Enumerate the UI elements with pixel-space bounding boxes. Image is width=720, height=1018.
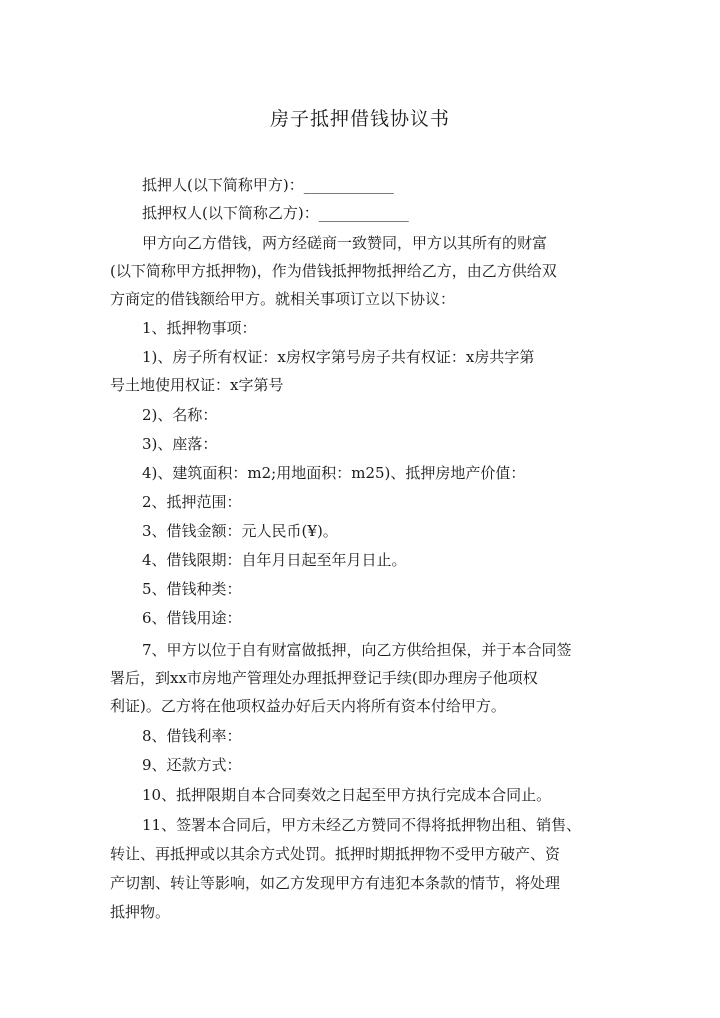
clause-1-item-1-line-1: 1)、房子所有权证：x房权字第号房子共有权证：x房共字第 [142,348,535,366]
preamble-line-1: 甲方向乙方借钱，两方经磋商一致赞同，甲方以其所有的财富 [142,234,548,252]
clause-1-item-1-line-2: 号土地使用权证：x字第号 [110,376,284,394]
clause-6: 6、借钱用途： [142,609,242,627]
clause-4: 4、借钱限期：自年月日起至年月日止。 [142,551,407,569]
mortgagor-line: 抵押人(以下简称甲方)：____________ [142,176,394,194]
clause-5: 5、借钱种类： [142,580,242,598]
clause-11-line-3: 产切割、转让等影响，如乙方发现甲方有违犯本条款的情节，将处理 [110,874,561,892]
clause-7-line-1: 7、甲方以位于自有财富做抵押，向乙方供给担保，并于本合同签 [142,641,572,659]
mortgagee-line: 抵押权人(以下简称乙方)：____________ [142,204,409,222]
clause-11-line-2: 转让、再抵押或以其余方式处罚。抵押时期抵押物不受甲方破产、资 [110,845,561,863]
clause-1-heading: 1、抵押物事项： [142,319,257,337]
preamble-line-3: 方商定的借钱额给甲方。就相关事项订立以下协议： [110,290,456,308]
clause-11-line-1: 11、签署本合同后，甲方未经乙方赞同不得将抵押物出租、销售、 [142,816,582,834]
clause-1-item-4: 4)、建筑面积：m2;用地面积：m25)、抵押房地产价值： [142,464,526,482]
clause-10: 10、抵押限期自本合同奏效之日起至甲方执行完成本合同止。 [142,786,552,804]
preamble-line-2: (以下简称甲方抵押物)，作为借钱抵押物抵押给乙方，由乙方供给双 [110,262,557,280]
clause-7-line-2: 署后，到xx市房地产管理处办理抵押登记手续(即办理房子他项权 [110,669,538,687]
clause-2: 2、抵押范围： [142,493,242,511]
clause-8: 8、借钱利率： [142,727,242,745]
clause-11-line-4: 抵押物。 [110,903,171,921]
document-title: 房子抵押借钱协议书 [269,108,450,130]
clause-9: 9、还款方式： [142,756,242,774]
clause-1-item-2: 2)、名称： [142,406,218,424]
clause-3: 3、借钱金额：元人民币(¥)。 [142,522,338,540]
clause-7-line-3: 利证)。乙方将在他项权益办好后天内将所有资本付给甲方。 [110,697,506,715]
clause-1-item-3: 3)、座落： [142,435,218,453]
